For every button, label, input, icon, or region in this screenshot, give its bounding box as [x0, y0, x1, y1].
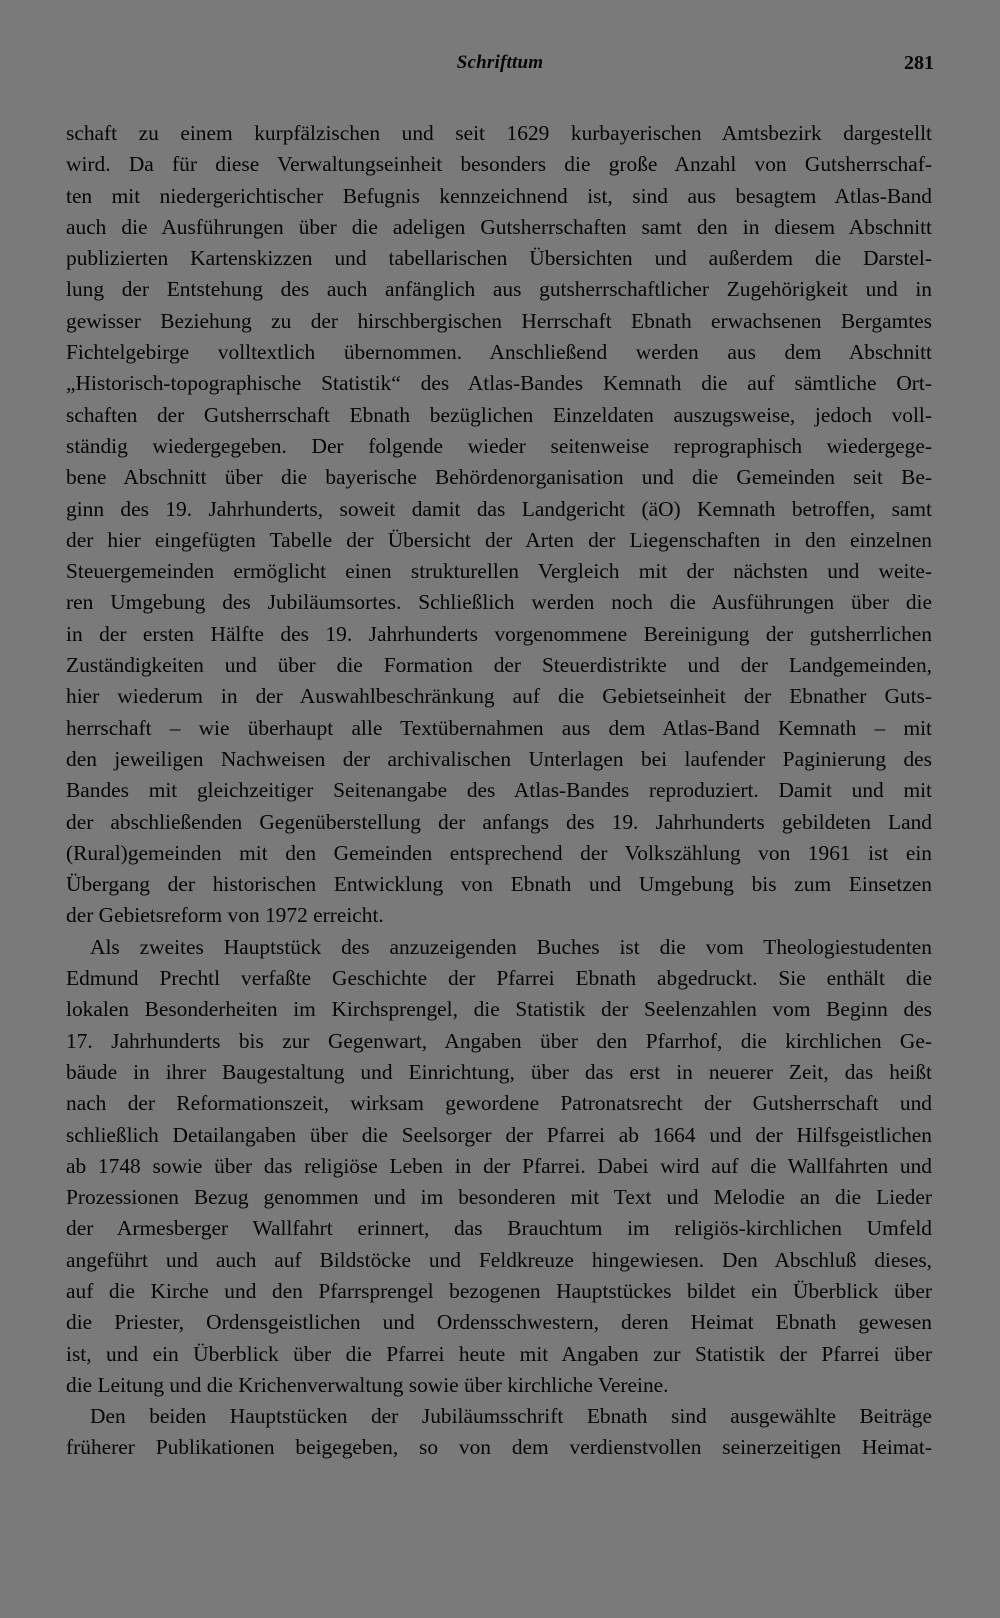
text-line: Bandes mit gleichzeitiger Seitenangabe des Atlas-Bandes reproduziert. Damit und mit	[66, 778, 932, 803]
text-line: wird. Da für diese Verwaltungseinheit besonders die große Anzahl von Gutsherrschaf-	[66, 152, 932, 177]
text-line: Zuständigkeiten und über die Formation der Steuerdistrikte und der Landgemeinden,	[66, 653, 932, 678]
text-line: publizierten Kartenskizzen und tabellarischen Übersichten und außerdem die Darstel-	[66, 246, 932, 271]
text-line: bäude in ihrer Baugestaltung und Einrichtung, über das erst in neuerer Zeit, das heißt	[66, 1059, 932, 1084]
text-line: den jeweiligen Nachweisen der archivalischen Unterlagen bei laufender Paginierung des	[66, 746, 932, 771]
text-line: herrschaft – wie überhaupt alle Textübernahmen aus dem Atlas-Band Kemnath – mit	[66, 715, 932, 740]
body-text	[66, 118, 932, 1464]
text-line: Fichtelgebirge volltextlich übernommen. Anschließend werden aus dem Abschnitt	[66, 340, 932, 365]
text-line: ginn des 19. Jahrhunderts, soweit damit das Landgericht (äO) Kemnath betroffen, samt	[66, 496, 932, 521]
text-line: früherer Publikationen beigegeben, so von dem verdienstvollen seinerzeitigen Heimat-	[66, 1435, 932, 1460]
text-line: ten mit niedergerichtischer Befugnis kennzeichnend ist, sind aus besagtem Atlas-Band	[66, 183, 932, 208]
text-line: die Priester, Ordensgeistlichen und Ordensschwestern, deren Heimat Ebnath gewesen	[66, 1310, 932, 1335]
text-line: bene Abschnitt über die bayerische Behördenorganisation und die Gemeinden seit Be-	[66, 465, 932, 490]
text-line: die Leitung und die Krichenverwaltung sowie über kirchliche Vereine.	[66, 1372, 669, 1397]
page-header	[0, 52, 1000, 82]
page-number: 281	[904, 52, 934, 74]
text-line: der abschließenden Gegenüberstellung der anfangs des 19. Jahrhunderts gebildeten Land	[66, 809, 932, 834]
text-line: Den beiden Hauptstücken der Jubiläumsschrift Ebnath sind ausgewählte Beiträge	[90, 1404, 932, 1429]
text-line: ständig wiedergegeben. Der folgende wieder seitenweise reprographisch wiedergege-	[66, 433, 932, 458]
text-line: 17. Jahrhunderts bis zur Gegenwart, Angaben über den Pfarrhof, die kirchlichen Ge-	[66, 1028, 932, 1053]
text-line: ist, und ein Überblick über die Pfarrei heute mit Angaben zur Statistik der Pfarrei über	[66, 1341, 932, 1366]
text-line: Als zweites Hauptstück des anzuzeigenden Buches ist die vom Theologiestudenten	[90, 934, 932, 959]
text-line: der hier eingefügten Tabelle der Übersicht der Arten der Liegenschaften in den einzelnen	[66, 527, 932, 552]
text-line: schaften der Gutsherrschaft Ebnath bezüglichen Einzeldaten auszugsweise, jedoch voll-	[66, 402, 932, 427]
text-line: schaft zu einem kurpfälzischen und seit 1629 kurbayerischen Amtsbezirk dargestellt	[66, 121, 932, 145]
text-line: auf die Kirche und den Pfarrsprengel bezogenen Hauptstückes bildet ein Überblick über	[66, 1278, 932, 1303]
text-line: auch die Ausführungen über die adeligen Gutsherrschaften samt den in diesem Abschnitt	[66, 214, 932, 239]
paragraph-1	[66, 118, 932, 932]
text-line: Übergang der historischen Entwicklung von Ebnath und Umgebung bis zum Einsetzen	[66, 872, 932, 897]
text-line: „Historisch-topographische Statistik“ des Atlas-Bandes Kemnath die auf sämtliche Ort-	[66, 371, 932, 396]
paragraph-3	[66, 1401, 932, 1464]
text-line: lung der Entstehung des auch anfänglich aus gutsherrschaftlicher Zugehörigkeit und in	[66, 277, 932, 302]
text-line: (Rural)gemeinden mit den Gemeinden entsprechend der Volkszählung von 1961 ist ein	[66, 840, 932, 865]
text-line: angeführt und auch auf Bildstöcke und Feldkreuze hingewiesen. Den Abschluß dieses,	[66, 1247, 932, 1272]
text-line: gewisser Beziehung zu der hirschbergischen Herrschaft Ebnath erwachsenen Bergamtes	[66, 308, 932, 333]
text-line: der Gebietsreform von 1972 erreicht.	[66, 903, 384, 928]
paragraph-2	[66, 932, 932, 1401]
text-line: nach der Reformationszeit, wirksam gewordene Patronatsrecht der Gutsherrschaft und	[66, 1091, 932, 1116]
running-head: Schrifttum	[456, 52, 544, 73]
text-line: hier wiederum in der Auswahlbeschränkung auf die Gebietseinheit der Ebnather Guts-	[66, 684, 932, 709]
text-line: der Armesberger Wallfahrt erinnert, das Brauchtum im religiös-kirchlichen Umfeld	[66, 1216, 932, 1241]
text-line: Edmund Prechtl verfaßte Geschichte der Pfarrei Ebnath abgedruckt. Sie enthält die	[66, 966, 932, 991]
text-line: in der ersten Hälfte des 19. Jahrhunderts vorgenommene Bereinigung der gutsherrlichen	[66, 621, 932, 646]
text-line: Prozessionen Bezug genommen und im besonderen mit Text und Melodie an die Lieder	[66, 1185, 932, 1210]
text-line: Steuergemeinden ermöglicht einen strukturellen Vergleich mit der nächsten und weite-	[66, 559, 932, 584]
text-line: lokalen Besonderheiten im Kirchsprengel, die Statistik der Seelenzahlen vom Beginn des	[66, 997, 932, 1022]
text-line: ab 1748 sowie über das religiöse Leben in der Pfarrei. Dabei wird auf die Wallfahrten und	[66, 1153, 932, 1178]
text-line: ren Umgebung des Jubiläumsortes. Schließlich werden noch die Ausführungen über die	[66, 590, 932, 615]
text-line: schließlich Detailangaben über die Seelsorger der Pfarrei ab 1664 und der Hilfsgeistlichen	[66, 1122, 932, 1147]
